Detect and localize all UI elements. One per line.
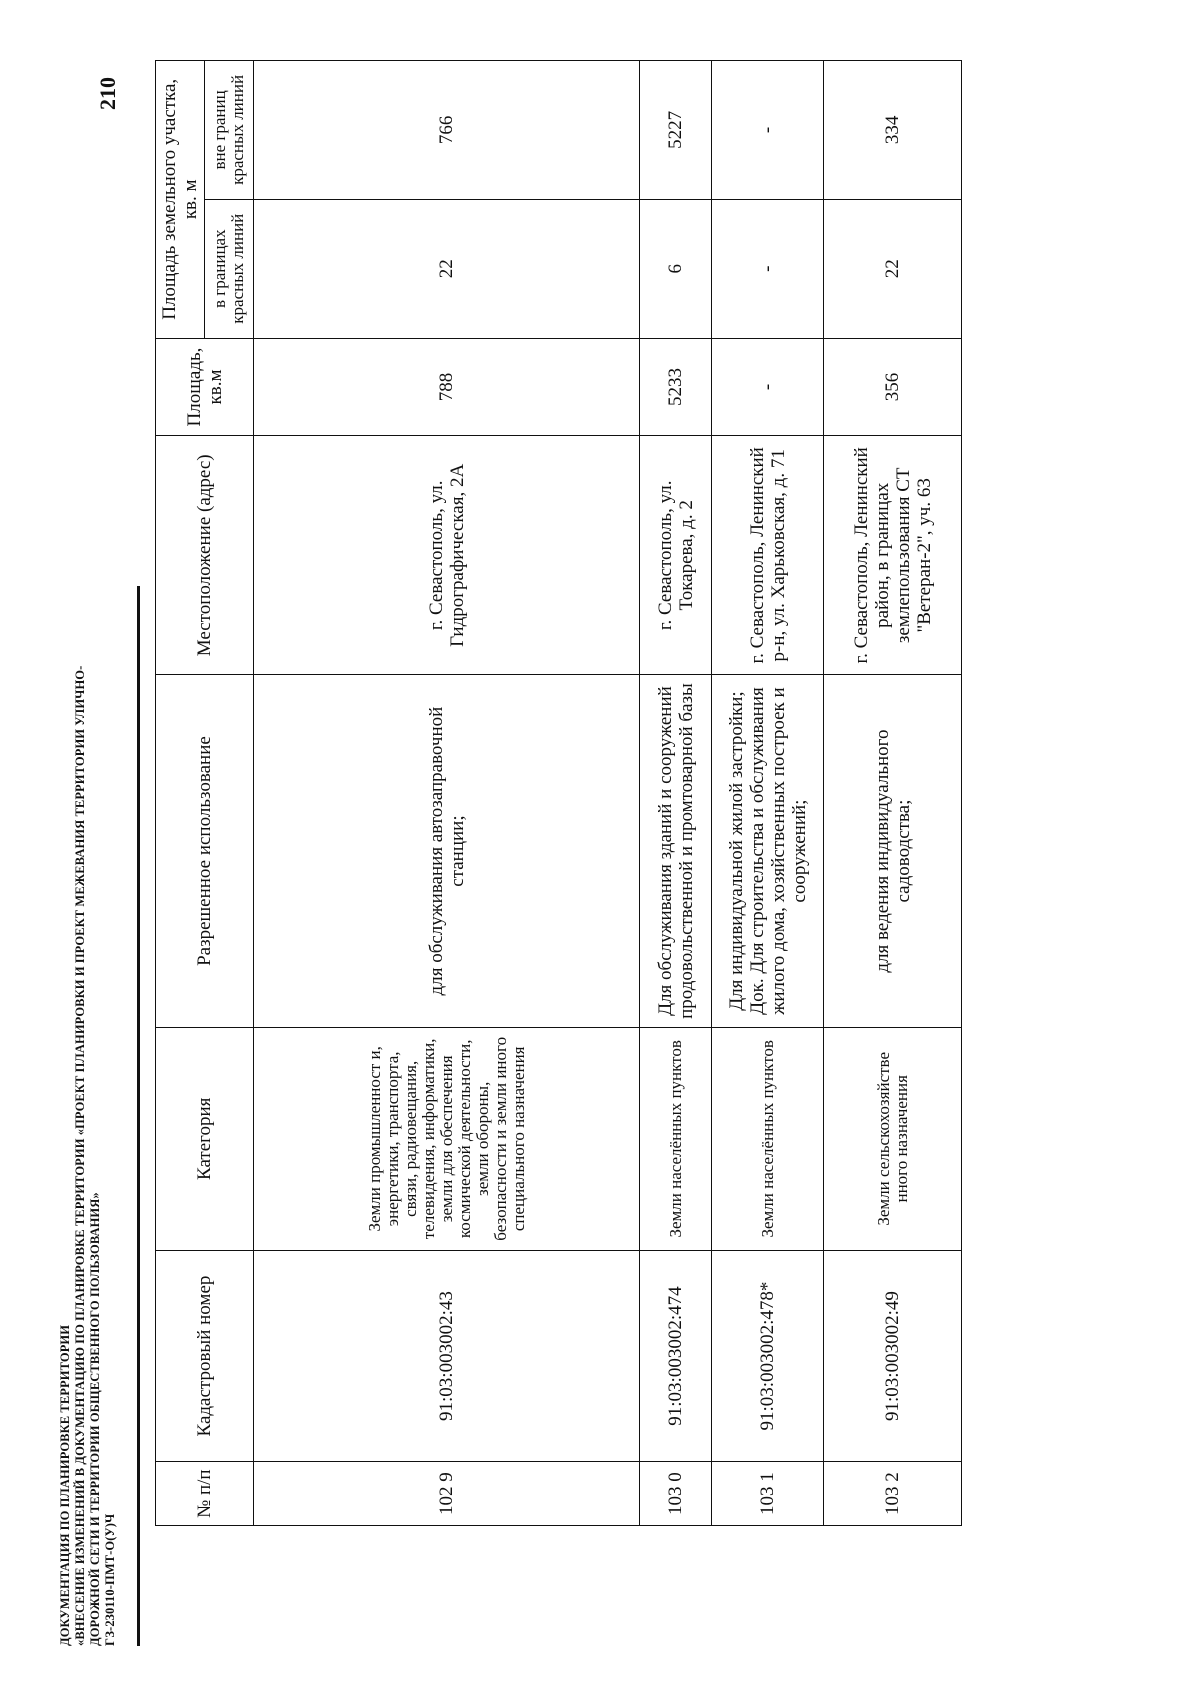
- header-divider: [137, 586, 140, 1646]
- cell-area: 356: [824, 338, 962, 436]
- cell-area: 5233: [640, 338, 712, 436]
- cell-location: г. Севастополь, ул. Токарева, д. 2: [640, 436, 712, 675]
- cell-num: 103 2: [824, 1462, 962, 1526]
- cell-use: для ведения индивидуального садоводства;: [824, 675, 962, 1028]
- cell-category: Земли сельскохозяйстве нного назначения: [824, 1027, 962, 1250]
- header-use: Разрешенное использование: [156, 675, 254, 1028]
- cell-location: г. Севастополь, Ленинский район, в границах землепользования СТ "Ветеран-2", уч. 63: [824, 436, 962, 675]
- document-header: [58, 496, 118, 1646]
- cell-cadastral: 91:03:003002:474: [640, 1250, 712, 1462]
- land-plot-table: [155, 60, 962, 1526]
- header-plot-area: Площадь земельного участка, кв. м: [156, 61, 205, 339]
- header-category: Категория: [156, 1027, 254, 1250]
- cell-num: 103 1: [712, 1462, 824, 1526]
- header-cadastral: Кадастровый номер: [156, 1250, 254, 1462]
- header-location: Местоположение (адрес): [156, 436, 254, 675]
- header-line-1: ДОКУМЕНТАЦИЯ ПО ПЛАНИРОВКЕ ТЕРРИТОРИИ: [58, 1324, 72, 1646]
- cell-inside: 22: [254, 199, 640, 338]
- cell-inside: 6: [640, 199, 712, 338]
- cell-category: Земли населённых пунктов: [712, 1027, 824, 1250]
- header-line-4: ГЗ-230110-ПМТ-О(У)Ч: [103, 1513, 117, 1646]
- cell-category: Земли населённых пунктов: [640, 1027, 712, 1250]
- cell-location: г. Севастополь, ул. Гидрографическая, 2А: [254, 436, 640, 675]
- cell-use: Для обслуживания зданий и сооружений продовольственной и промтоварной базы: [640, 675, 712, 1028]
- table-row: [824, 61, 962, 1526]
- header-area: Площадь, кв.м: [156, 338, 254, 436]
- cell-outside: -: [712, 61, 824, 200]
- table-row: [640, 61, 712, 1526]
- table-row: [254, 61, 640, 1526]
- cell-use: Для индивидуальной жилой застройки; Док. Для строительства и обслуживания жилого дома, хозяйственных построек и сооружений;: [712, 675, 824, 1028]
- header-inside: в границах красных линий: [205, 199, 254, 338]
- cell-location: г. Севастополь, Ленинский р-н, ул. Харьковская, д. 71: [712, 436, 824, 675]
- header-outside: вне границ красных линий: [205, 61, 254, 200]
- header-line-3: ДОРОЖНОЙ СЕТИ И ТЕРРИТОРИИ ОБЩЕСТВЕННОГО ПОЛЬЗОВАНИЯ»: [88, 1192, 102, 1646]
- cell-area: 788: [254, 338, 640, 436]
- cell-cadastral: 91:03:003002:43: [254, 1250, 640, 1462]
- page-number: 210: [95, 77, 120, 110]
- cell-inside: 22: [824, 199, 962, 338]
- cell-cadastral: 91:03:003002:49: [824, 1250, 962, 1462]
- table-row: [712, 61, 824, 1526]
- header-line-2: «ВНЕСЕНИЕ ИЗМЕНЕНИЙ В ДОКУМЕНТАЦИЮ ПО ПЛАНИРОВКЕ ТЕРРИТОРИИ «ПРОЕКТ ПЛАНИРОВКИ И ПРОЕКТ МЕЖЕВАНИЯ ТЕРРИТОРИИ УЛИЧНО-: [73, 665, 87, 1646]
- cell-category: Земли промышленност и, энергетики, транспорта, связи, радиовещания, телевидения, информатики, земли для обеспечения космической деятельности, земли обороны, безопасности и земли иного специального назначения: [254, 1027, 640, 1250]
- header-num: № п/п: [156, 1462, 254, 1526]
- cell-num: 102 9: [254, 1462, 640, 1526]
- cell-cadastral: 91:03:003002:478*: [712, 1250, 824, 1462]
- cell-outside: 334: [824, 61, 962, 200]
- table-header-row: [156, 61, 205, 1526]
- cell-outside: 5227: [640, 61, 712, 200]
- cell-num: 103 0: [640, 1462, 712, 1526]
- cell-inside: -: [712, 199, 824, 338]
- cell-outside: 766: [254, 61, 640, 200]
- cell-use: для обслуживания автозаправочной станции;: [254, 675, 640, 1028]
- cell-area: -: [712, 338, 824, 436]
